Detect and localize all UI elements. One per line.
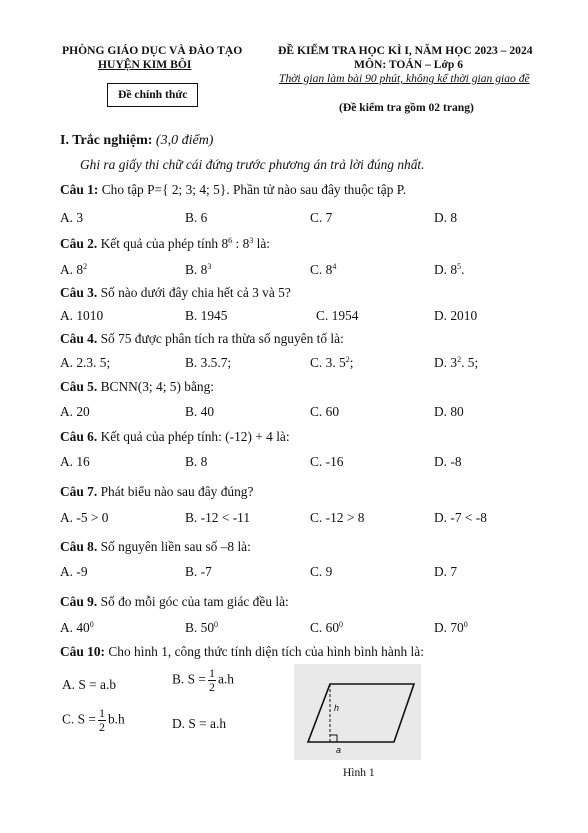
question-3: [60, 285, 291, 301]
question-text: Số nguyên liền sau số –8 là:: [100, 539, 251, 554]
option-text: D. 3: [434, 355, 458, 370]
question-label: Câu 4.: [60, 331, 98, 346]
q9-option-c: [310, 620, 343, 636]
q2-option-a: [60, 262, 87, 278]
exam-title: ĐỀ KIỂM TRA HỌC KÌ I, NĂM HỌC 2023 – 2024: [278, 44, 533, 57]
power-base: 8: [242, 236, 250, 251]
operator: :: [232, 236, 243, 251]
power-exponent: 6: [228, 236, 233, 245]
q6-option-d: D. -8: [434, 454, 462, 469]
section-heading: [60, 133, 213, 150]
option-text: C. 60: [310, 620, 340, 635]
right-angle-mark: [330, 735, 337, 742]
q4-option-b: B. 3.5.7;: [185, 355, 232, 370]
q8-option-c: C. 9: [310, 564, 333, 579]
option-tail: ;: [349, 355, 354, 370]
q4-option-a: A. 2.3. 5;: [60, 355, 111, 370]
option-tail: a.h: [217, 671, 234, 687]
q7-option-b: B. -12 < -11: [185, 510, 251, 525]
question-label: Câu 9.: [60, 594, 98, 609]
option-text: B. 8: [185, 262, 208, 277]
q5-option-b: B. 40: [185, 404, 215, 419]
question-text: Kết quả của phép tính: (-12) + 4 là:: [100, 429, 290, 444]
parallelogram-shape: [308, 684, 414, 742]
height-label: h: [334, 703, 340, 713]
question-text: Phát biểu nào sau đây đúng?: [100, 484, 254, 499]
option-exponent: 5: [457, 262, 462, 271]
district-name-text: HUYỆN KIM BÔI: [98, 58, 192, 71]
q8-option-b: B. -7: [185, 564, 212, 579]
q1-option-c: C. 7: [310, 210, 333, 225]
option-exponent: 2: [345, 355, 350, 364]
question-label: Câu 3.: [60, 285, 98, 300]
q2-option-d: [434, 262, 464, 278]
department-name: PHÒNG GIÁO DỤC VÀ ĐÀO TẠO: [62, 44, 243, 57]
section-score: (3,0 điểm): [155, 133, 214, 148]
q8-option-d: D. 7: [434, 564, 458, 579]
q6-option-a: A. 16: [60, 454, 90, 469]
option-tail: . 5;: [461, 355, 479, 370]
question-label: Câu 7.: [60, 484, 98, 499]
question-4: [60, 331, 344, 347]
question-label: Câu 1:: [60, 182, 99, 197]
question-text: Số nào dưới đây chia hết cả 3 và 5?: [100, 285, 291, 300]
fraction-numerator: 1: [98, 706, 105, 720]
q8-option-a: A. -9: [60, 564, 88, 579]
question-label: Câu 2.: [60, 236, 98, 251]
question-8: [60, 539, 251, 555]
option-tail: .: [461, 262, 465, 277]
q7-option-d: D. -7 < -8: [434, 510, 487, 525]
q7-option-a: A. -5 > 0: [60, 510, 109, 525]
q2-option-c: [310, 262, 336, 278]
fraction-numerator: 1: [208, 666, 215, 680]
section-instruction: Ghi ra giấy thi chữ cái đứng trước phương án trả lời đúng nhất.: [80, 157, 425, 172]
district-name: [98, 58, 191, 72]
q9-option-d: [434, 620, 468, 636]
q5-option-d: D. 80: [434, 404, 464, 419]
option-text: B. 50: [185, 620, 215, 635]
power-base: 8: [221, 236, 229, 251]
option-text: C. S =: [62, 711, 96, 727]
q10-option-b: [172, 667, 234, 694]
question-label: Câu 8.: [60, 539, 98, 554]
question-9: [60, 594, 289, 610]
option-text: C. 8: [310, 262, 333, 277]
question-text: Số đo mỗi góc của tam giác đều là:: [100, 594, 289, 609]
fraction: [208, 667, 216, 694]
q3-option-a: A. 1010: [60, 308, 104, 323]
option-text: A. 8: [60, 262, 84, 277]
section-title: I. Trắc nghiệm:: [60, 133, 153, 148]
q10-option-a: A. S = a.b: [62, 677, 117, 692]
q7-option-c: C. -12 > 8: [310, 510, 365, 525]
option-tail: b.h: [107, 711, 125, 727]
q6-option-b: B. 8: [185, 454, 208, 469]
option-text: C. 3. 5: [310, 355, 346, 370]
parallelogram-figure: [294, 664, 421, 760]
q6-option-c: C. -16: [310, 454, 344, 469]
question-label: Câu 6.: [60, 429, 98, 444]
q4-option-d: [434, 355, 478, 371]
time-note: Thời gian làm bài 90 phút, không kể thời gian giao đề: [279, 72, 530, 85]
question-label: Câu 5.: [60, 379, 98, 394]
q5-option-c: C. 60: [310, 404, 340, 419]
q2-option-b: [185, 262, 211, 278]
option-exponent: 2: [83, 262, 88, 271]
q9-option-b: [185, 620, 218, 636]
question-text: Kết quả của phép tính: [100, 236, 219, 251]
fraction-denominator: 2: [208, 680, 215, 694]
option-text: B. S =: [172, 671, 206, 687]
degree-mark: 0: [89, 620, 94, 629]
option-exponent: 3: [207, 262, 212, 271]
parallelogram-diagram: [294, 664, 421, 760]
q10-option-d: D. S = a.h: [172, 716, 227, 731]
degree-mark: 0: [463, 620, 468, 629]
power-exponent: 3: [249, 236, 254, 245]
option-text: D. 8: [434, 262, 458, 277]
question-2: [60, 236, 270, 252]
question-tail: là:: [253, 236, 271, 251]
option-text: A. 40: [60, 620, 90, 635]
base-label: a: [336, 745, 342, 755]
question-6: [60, 429, 290, 445]
q4-option-c: [310, 355, 353, 371]
question-text: BCNN(3; 4; 5) bằng:: [100, 379, 215, 394]
q3-option-d: D. 2010: [434, 308, 478, 323]
q10-option-c: [62, 707, 125, 734]
fraction-denominator: 2: [98, 720, 105, 734]
question-text: Cho hình 1, công thức tính diện tích của hình bình hành là:: [108, 644, 424, 659]
subject-title: MÔN: TOÁN – Lớp 6: [354, 58, 464, 71]
q1-option-b: B. 6: [185, 210, 208, 225]
question-5: [60, 379, 214, 395]
q3-option-c: C. 1954: [316, 308, 359, 323]
question-text: Cho tập P={ 2; 3; 4; 5}. Phần tử nào sau đây thuộc tập P.: [101, 182, 407, 197]
degree-mark: 0: [214, 620, 219, 629]
q1-option-d: D. 8: [434, 210, 458, 225]
fraction: [98, 707, 106, 734]
page-note: (Đề kiểm tra gồm 02 trang): [339, 101, 474, 114]
option-exponent: 4: [332, 262, 337, 271]
question-1: [60, 182, 406, 198]
q1-option-a: A. 3: [60, 210, 84, 225]
q5-option-a: A. 20: [60, 404, 90, 419]
degree-mark: 0: [339, 620, 344, 629]
option-text: D. 70: [434, 620, 464, 635]
question-label: Câu 10:: [60, 644, 106, 659]
q3-option-b: B. 1945: [185, 308, 228, 323]
question-10: [60, 644, 424, 660]
q9-option-a: [60, 620, 94, 636]
official-badge: Đề chính thức: [107, 83, 198, 107]
question-7: [60, 484, 253, 500]
figure-caption: Hình 1: [343, 767, 375, 779]
option-exponent: 2: [457, 355, 462, 364]
question-text: Số 75 được phân tích ra thừa số nguyên tố là:: [100, 331, 344, 346]
